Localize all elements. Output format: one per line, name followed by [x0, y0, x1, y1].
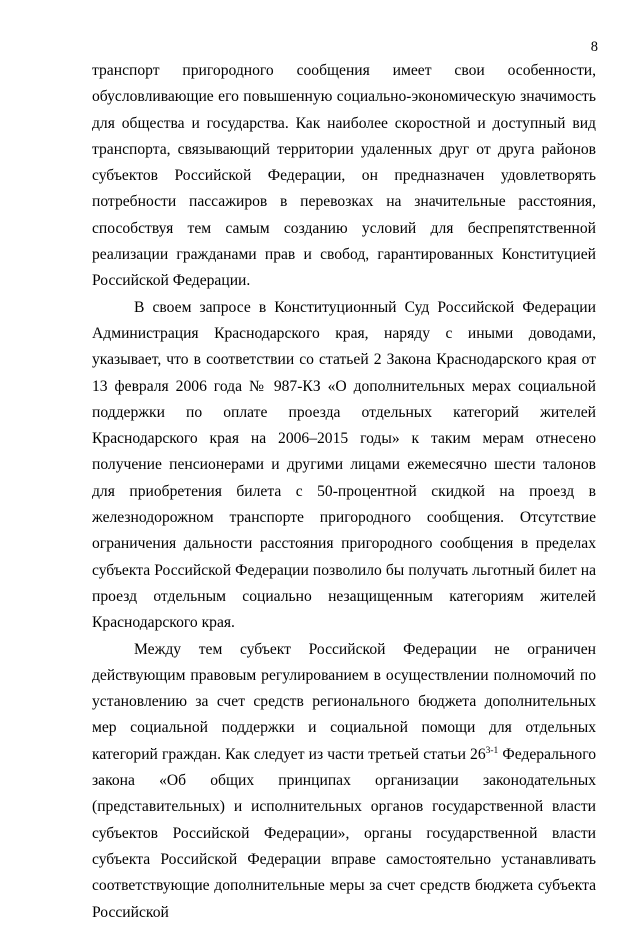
paragraph-text-after: Федерального закона «Об общих принципах организации законодательных (представительных) и исполнительных органов государственной власти субъектов Российской Федерации», органы государственной власти субъекта Российской Федерации вправе самостоятельно устанавливать соответствующие дополнительные меры за счет средств бюджета субъекта Российской	[92, 745, 596, 921]
article-superscript: 3-1	[485, 745, 499, 756]
paragraph-continuation: транспорт пригородного сообщения имеет свои особенности, обусловливающие его повышенную социально-экономическую значимость для общества и государства. Как наиболее скоростной и доступный вид транспорта, связывающий территории удаленных друг от друга районов субъектов Российской Федерации, он предназначен удовлетворять потребности пассажиров в перевозках на значительные расстояния, способствуя тем самым созданию условий для беспрепятственной реализации гражданами прав и свобод, гарантированных Конституцией Российской Федерации.	[92, 62, 596, 290]
document-body	[92, 58, 596, 926]
page-number: 8	[590, 39, 598, 55]
paragraph-subject-powers	[92, 637, 596, 926]
paragraph-text-before: Между тем субъект Российской Федерации не ограничен действующим правовым регулированием в осуществлении полномочий по установлению за счет средств регионального бюджета дополнительных мер социальной поддержки и социальной помощи для отдельных категорий граждан. Как следует из части третьей статьи 26	[92, 640, 596, 763]
paragraph-request: В своем запросе в Конституционный Суд Российской Федерации Администрация Краснодарского края, наряду с иными доводами, указывает, что в соответствии со статьей 2 Закона Краснодарского края от 13 февраля 2006 года № 987-КЗ «О дополнительных мерах социальной поддержки по оплате проезда отдельных категорий жителей Краснодарского края на 2006–2015 годы» к таким мерам отнесено получение пенсионерами и другими лицами ежемесячно шести талонов для приобретения билета с 50-процентной скидкой на проезд в железнодорожном транспорте пригородного сообщения. Отсутствие ограничения дальности расстояния пригородного сообщения в пределах субъекта Российской Федерации позволило бы получать льготный билет на проезд отдельным социально незащищенным категориям жителей Краснодарского края.	[92, 298, 596, 632]
